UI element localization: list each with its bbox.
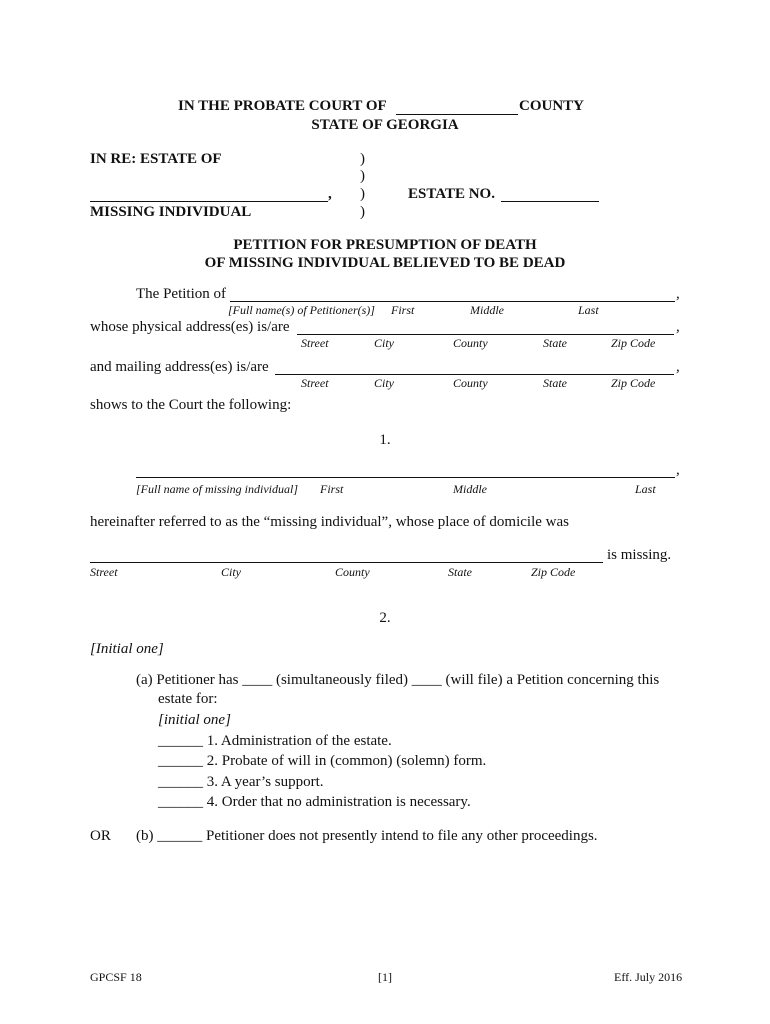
option-a-text-cont: estate for:: [158, 691, 218, 707]
last-hint: Last: [635, 482, 656, 496]
petition-title-line1: PETITION FOR PRESUMPTION OF DEATH: [233, 237, 537, 253]
in-re-label: IN RE: ESTATE OF: [90, 151, 222, 167]
middle-hint: Middle: [470, 303, 504, 317]
county-hint: County: [453, 336, 488, 350]
state-hint: State: [543, 376, 567, 390]
option-a-text: (a) Petitioner has ____ (simultaneously filed) ____ (will file) a Petition concerning this: [136, 672, 660, 688]
caption-paren: ): [360, 151, 365, 167]
missing-individual-name-field[interactable]: [136, 477, 675, 478]
county-field[interactable]: [396, 114, 518, 115]
zip-hint: Zip Code: [531, 565, 576, 579]
county-label: COUNTY: [519, 98, 585, 114]
option-1[interactable]: ______ 1. Administration of the estate.: [158, 733, 392, 749]
first-hint: First: [320, 482, 344, 496]
initial-one-inner-label: [initial one]: [158, 712, 231, 728]
state-hint: State: [448, 565, 472, 579]
petition-of-label: The Petition of: [136, 286, 226, 302]
option-b-text[interactable]: (b) ______ Petitioner does not presently intend to file any other proceedings.: [136, 828, 598, 844]
comma: ,: [676, 462, 680, 478]
option-2[interactable]: ______ 2. Probate of will in (common) (solemn) form.: [158, 753, 487, 769]
missing-individual-label: MISSING INDIVIDUAL: [90, 204, 252, 220]
street-hint: Street: [301, 336, 329, 350]
county-hint: County: [453, 376, 488, 390]
estate-no-label: ESTATE NO.: [408, 186, 495, 202]
caption-paren: ): [360, 186, 365, 202]
first-hint: First: [391, 303, 415, 317]
domicile-address-field[interactable]: [90, 562, 603, 563]
is-missing-text: is missing.: [607, 547, 672, 563]
city-hint: City: [221, 565, 241, 579]
caption-paren: ): [360, 204, 365, 220]
caption-paren: ): [360, 168, 365, 184]
page-number: [1]: [378, 970, 392, 984]
mailing-address-label: and mailing address(es) is/are: [90, 359, 269, 375]
physical-address-label: whose physical address(es) is/are: [90, 319, 290, 335]
comma: ,: [676, 286, 680, 302]
section-2-number: 2.: [379, 610, 391, 626]
petition-title-line2: OF MISSING INDIVIDUAL BELIEVED TO BE DEAD: [204, 255, 566, 271]
state-title: STATE OF GEORGIA: [311, 117, 459, 133]
zip-hint: Zip Code: [611, 376, 656, 390]
missing-hint: [Full name of missing individual]: [136, 482, 298, 496]
option-3[interactable]: ______ 3. A year’s support.: [158, 774, 324, 790]
shows-label: shows to the Court the following:: [90, 397, 292, 413]
city-hint: City: [374, 336, 394, 350]
comma: ,: [676, 319, 680, 335]
or-label: OR: [90, 828, 111, 844]
comma: ,: [676, 359, 680, 375]
effective-date: Eff. July 2016: [614, 970, 683, 984]
petitioner-hint: [Full name(s) of Petitioner(s)]: [228, 303, 375, 317]
option-4[interactable]: ______ 4. Order that no administration is necessary.: [158, 794, 471, 810]
estate-name-field[interactable]: [90, 201, 328, 202]
hereinafter-text: hereinafter referred to as the “missing individual”, whose place of domicile was: [90, 514, 569, 530]
city-hint: City: [374, 376, 394, 390]
petitioner-name-field[interactable]: [230, 301, 675, 302]
last-hint: Last: [578, 303, 599, 317]
mailing-address-field[interactable]: [275, 374, 674, 375]
county-hint: County: [335, 565, 370, 579]
street-hint: Street: [301, 376, 329, 390]
caption-comma: ,: [328, 186, 332, 202]
zip-hint: Zip Code: [611, 336, 656, 350]
street-hint: Street: [90, 565, 118, 579]
initial-one-label: [Initial one]: [90, 641, 164, 657]
court-label: IN THE PROBATE COURT OF: [178, 98, 387, 114]
form-id: GPCSF 18: [90, 970, 142, 984]
state-hint: State: [543, 336, 567, 350]
estate-no-field[interactable]: [501, 201, 599, 202]
physical-address-field[interactable]: [297, 334, 674, 335]
middle-hint: Middle: [453, 482, 487, 496]
section-1-number: 1.: [379, 432, 391, 448]
